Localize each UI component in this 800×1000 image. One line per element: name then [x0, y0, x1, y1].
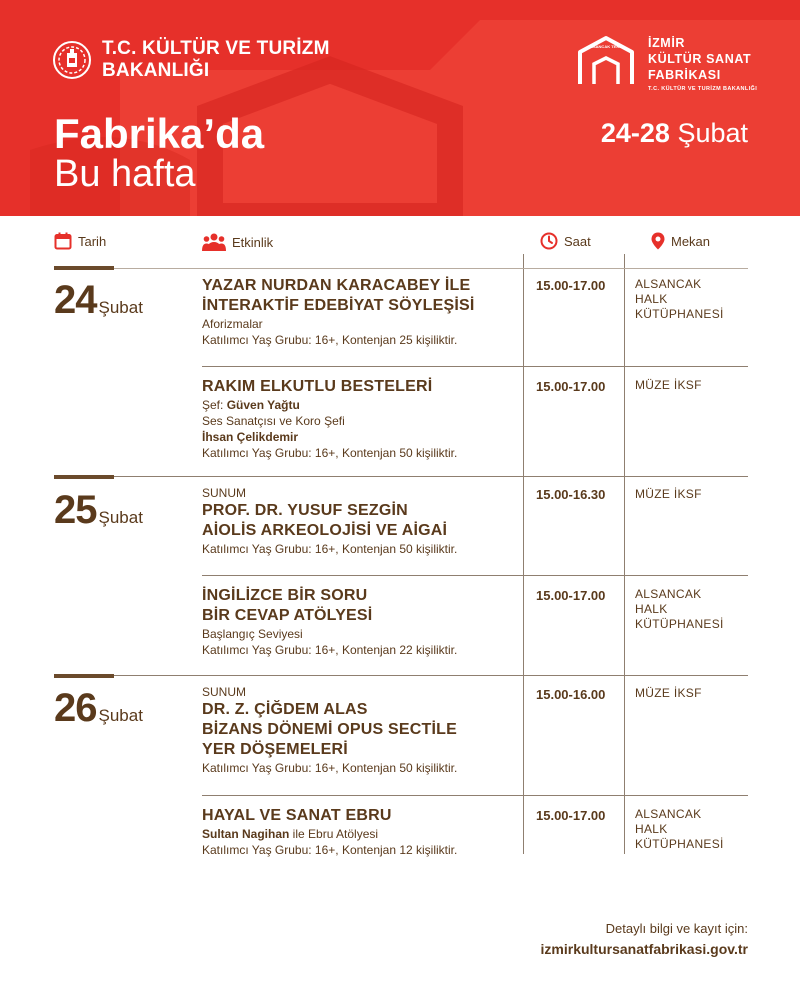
event-item	[202, 685, 522, 776]
event-title-line3: YER DÖŞEMELERİ	[202, 741, 348, 758]
ministry-line2: BAKANLIĞI	[102, 60, 210, 81]
date-day: 26	[54, 686, 97, 730]
date-day: 24	[54, 278, 97, 322]
event-venue	[635, 686, 702, 701]
event-capacity: Katılımcı Yaş Grubu: 16+, Kontenjan 25 kişiliktir.	[202, 333, 458, 347]
page-title: Fabrika’da	[54, 110, 265, 157]
date-24	[54, 280, 143, 320]
event-item	[202, 486, 522, 557]
conductor-label: Şef:	[202, 398, 227, 412]
iksf-line2: KÜLTÜR SANAT	[648, 52, 752, 66]
event-title-line2: BİZANS DÖNEMİ OPUS SECTİLE	[202, 721, 457, 738]
event-title-line1: RAKIM ELKUTLU BESTELERİ	[202, 378, 433, 395]
event-title-line2: AİOLİS ARKEOLOJİSİ VE AİGAİ	[202, 522, 448, 539]
instructor-name: Sultan Nagihan	[202, 827, 290, 841]
ministry-emblem-icon	[52, 40, 92, 80]
workshop-label: ile Ebru Atölyesi	[289, 827, 379, 841]
venue-line3: KÜTÜPHANESİ	[635, 617, 724, 631]
conductor-name: Güven Yağtu	[226, 398, 300, 412]
event-item	[202, 276, 522, 348]
event-title-line1: İNGİLİZCE BİR SORU	[202, 587, 368, 604]
iksf-subtitle: T.C. KÜLTÜR VE TURİZM BAKANLIĞI	[648, 86, 758, 92]
event-venue	[635, 277, 724, 322]
event-detail: Ses Sanatçısı ve Koro Şefi	[202, 414, 345, 428]
event-capacity: Katılımcı Yaş Grubu: 16+, Kontenjan 50 kişiliktir.	[202, 446, 458, 460]
footer-info: Detaylı bilgi ve kayıt için:	[605, 921, 748, 936]
row-divider-3	[202, 575, 748, 576]
date-range-month: Şubat	[677, 118, 748, 148]
footer-website-link[interactable]: izmirkultursanatfabrikasi.gov.tr	[540, 941, 748, 957]
column-header-date	[54, 232, 106, 250]
event-title-line1: YAZAR NURDAN KARACABEY İLE	[202, 277, 471, 294]
date-range-days: 24-28	[600, 118, 670, 148]
venue-line1: MÜZE İKSF	[635, 686, 702, 700]
people-icon	[202, 232, 226, 252]
header-banner	[0, 0, 800, 216]
event-item	[202, 586, 522, 658]
ikSF-mark-text: ALSANCAK TEKEL	[587, 44, 625, 49]
ministry-line1: T.C. KÜLTÜR VE TURİZM	[102, 38, 330, 59]
event-item	[202, 806, 522, 858]
event-capacity: Katılımcı Yaş Grubu: 16+, Kontenjan 50 kişiliktir.	[202, 761, 458, 775]
event-detail: Başlangıç Seviyesi	[202, 627, 303, 641]
event-time: 15.00-17.00	[536, 588, 606, 603]
event-venue	[635, 487, 702, 502]
iksf-logo	[576, 34, 757, 92]
venue-line2: HALK	[635, 292, 668, 306]
column-header-event-label: Etkinlik	[232, 234, 274, 250]
venue-line1: MÜZE İKSF	[635, 378, 702, 392]
venue-line1: ALSANCAK	[635, 277, 702, 291]
event-type: SUNUM	[202, 486, 246, 500]
venue-line2: HALK	[635, 822, 668, 836]
event-capacity: Katılımcı Yaş Grubu: 16+, Kontenjan 22 kişiliktir.	[202, 643, 458, 657]
event-time: 15.00-17.00	[536, 379, 606, 394]
ministry-logo	[52, 38, 330, 82]
venue-line1: MÜZE İKSF	[635, 487, 702, 501]
event-capacity: Katılımcı Yaş Grubu: 16+, Kontenjan 12 kişiliktir.	[202, 843, 458, 857]
event-conductor	[202, 397, 522, 413]
column-header-date-label: Tarih	[78, 233, 107, 249]
column-header-event	[202, 232, 273, 252]
date-month: Şubat	[98, 706, 143, 725]
date-accent-26	[54, 674, 114, 678]
event-time: 15.00-17.00	[536, 278, 606, 293]
venue-line1: ALSANCAK	[635, 587, 702, 601]
location-pin-icon	[651, 232, 665, 250]
venue-line3: KÜTÜPHANESİ	[635, 837, 724, 851]
event-title-line2: BİR CEVAP ATÖLYESİ	[202, 607, 373, 624]
event-capacity: Katılımcı Yaş Grubu: 16+, Kontenjan 50 kişiliktir.	[202, 542, 458, 556]
column-header-venue-label: Mekan	[671, 233, 711, 249]
event-title-line1: PROF. DR. YUSUF SEZGİN	[202, 502, 408, 519]
venue-line1: ALSANCAK	[635, 807, 702, 821]
date-26	[54, 688, 143, 728]
page-subtitle: Bu hafta	[54, 153, 196, 195]
factory-building-icon	[576, 34, 636, 86]
event-detail	[202, 826, 522, 842]
event-performer: İhsan Çelikdemir	[202, 430, 299, 444]
event-title-line1: DR. Z. ÇİĞDEM ALAS	[202, 701, 368, 718]
row-divider-2	[54, 476, 748, 477]
clock-icon	[540, 232, 558, 250]
event-time: 15.00-16.00	[536, 687, 606, 702]
iksf-line1: İZMİR	[648, 36, 686, 50]
calendar-icon	[54, 232, 72, 250]
event-venue	[635, 587, 724, 632]
row-divider-1	[202, 366, 748, 367]
date-day: 25	[54, 488, 97, 532]
event-type: SUNUM	[202, 685, 246, 699]
row-divider-5	[202, 795, 748, 796]
venue-line2: HALK	[635, 602, 668, 616]
row-divider-top	[54, 268, 748, 269]
row-divider-4	[54, 675, 748, 676]
event-detail: Aforizmalar	[202, 317, 263, 331]
date-accent-25	[54, 475, 114, 479]
week-date-range	[601, 118, 748, 149]
column-header-venue	[651, 232, 710, 250]
column-header-time	[540, 232, 591, 250]
event-item	[202, 377, 522, 461]
event-time: 15.00-16.30	[536, 487, 606, 502]
event-title-line2: İNTERAKTİF EDEBİYAT SÖYLEŞİSİ	[202, 297, 475, 314]
date-month: Şubat	[98, 298, 143, 317]
event-time: 15.00-17.00	[536, 808, 606, 823]
divider-time-left	[523, 254, 524, 854]
divider-venue-left	[624, 254, 625, 854]
date-month: Şubat	[98, 508, 143, 527]
date-25	[54, 490, 143, 530]
date-accent-24	[54, 266, 114, 270]
column-header-time-label: Saat	[564, 233, 591, 249]
iksf-line3: FABRİKASI	[648, 68, 721, 82]
event-title-line1: HAYAL VE SANAT EBRU	[202, 807, 392, 824]
event-venue	[635, 378, 702, 393]
venue-line3: KÜTÜPHANESİ	[635, 307, 724, 321]
event-venue	[635, 807, 724, 852]
